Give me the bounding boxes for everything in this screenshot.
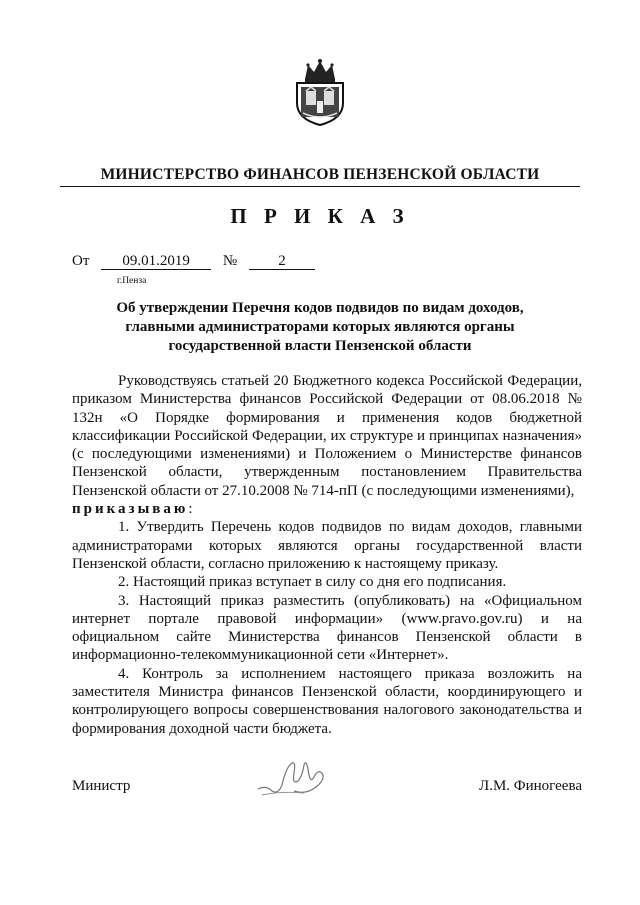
preamble-paragraph: Руководствуясь статьей 20 Бюджетного кодекса Российской Федерации, приказом Министерства финансов Российской Федерации от 08.06.2018 № 132н «О Порядке формирования и применения кодов бюджетной классификации Российской Федерации, их структуре и принципах назначения» (с последующими изменениями) и Положением о Министерстве финансов Пензенской области, утвержденным постановлением Правительства Пензенской области от 27.10.2008 № 714-пП (с последующими изменениями), xyxy=(72,373,582,499)
order-body xyxy=(72,372,582,738)
city-label: г.Пенза xyxy=(117,276,147,286)
signatory-name: Л.М. Финогеева xyxy=(479,778,582,794)
order-item-3: 3. Настоящий приказ разместить (опубликовать) на «Официальном интернет портале правовой информации» (www.pravo.gov.ru) и на официальном сайте Министерства финансов Пензенской области в информационно-телекоммуникационной сети «Интернет». xyxy=(72,592,582,664)
order-item-1: 1. Утвердить Перечень кодов подвидов по видам доходов, главными администраторами которых являются органы государственной власти Пензенской области, согласно приложению к настоящему приказу. xyxy=(72,519,582,572)
orders-word: приказываю xyxy=(72,501,189,518)
order-subject: Об утверждении Перечня кодов подвидов по видам доходов, главными администраторами которых являются органы государственной власти Пензенской области xyxy=(116,300,524,354)
from-label: От xyxy=(72,253,90,269)
coat-of-arms-emblem xyxy=(293,57,347,127)
order-item-2: 2. Настоящий приказ вступает в силу со дня его подписания. xyxy=(118,574,507,591)
header-divider xyxy=(60,186,580,187)
order-date: 09.01.2019 xyxy=(101,254,211,270)
order-number: 2 xyxy=(249,254,315,270)
signature-row xyxy=(72,778,582,795)
order-date-number-line xyxy=(72,253,315,270)
ministry-name: МИНИСТЕРСТВО ФИНАНСОВ ПЕНЗЕНСКОЙ ОБЛАСТИ xyxy=(100,166,540,183)
document-type-title: П Р И К А З xyxy=(230,204,410,228)
signatory-position: Министр xyxy=(72,778,131,794)
number-label: № xyxy=(222,253,238,269)
orders-directive: приказываю: xyxy=(72,501,193,518)
order-item-4: 4. Контроль за исполнением настоящего приказа возложить на заместителя Министра финансов Пензенской области, координирующего и контролирующего вопросы совершенствования налогового законодательства и формирования доходной части бюджета. xyxy=(72,665,582,737)
